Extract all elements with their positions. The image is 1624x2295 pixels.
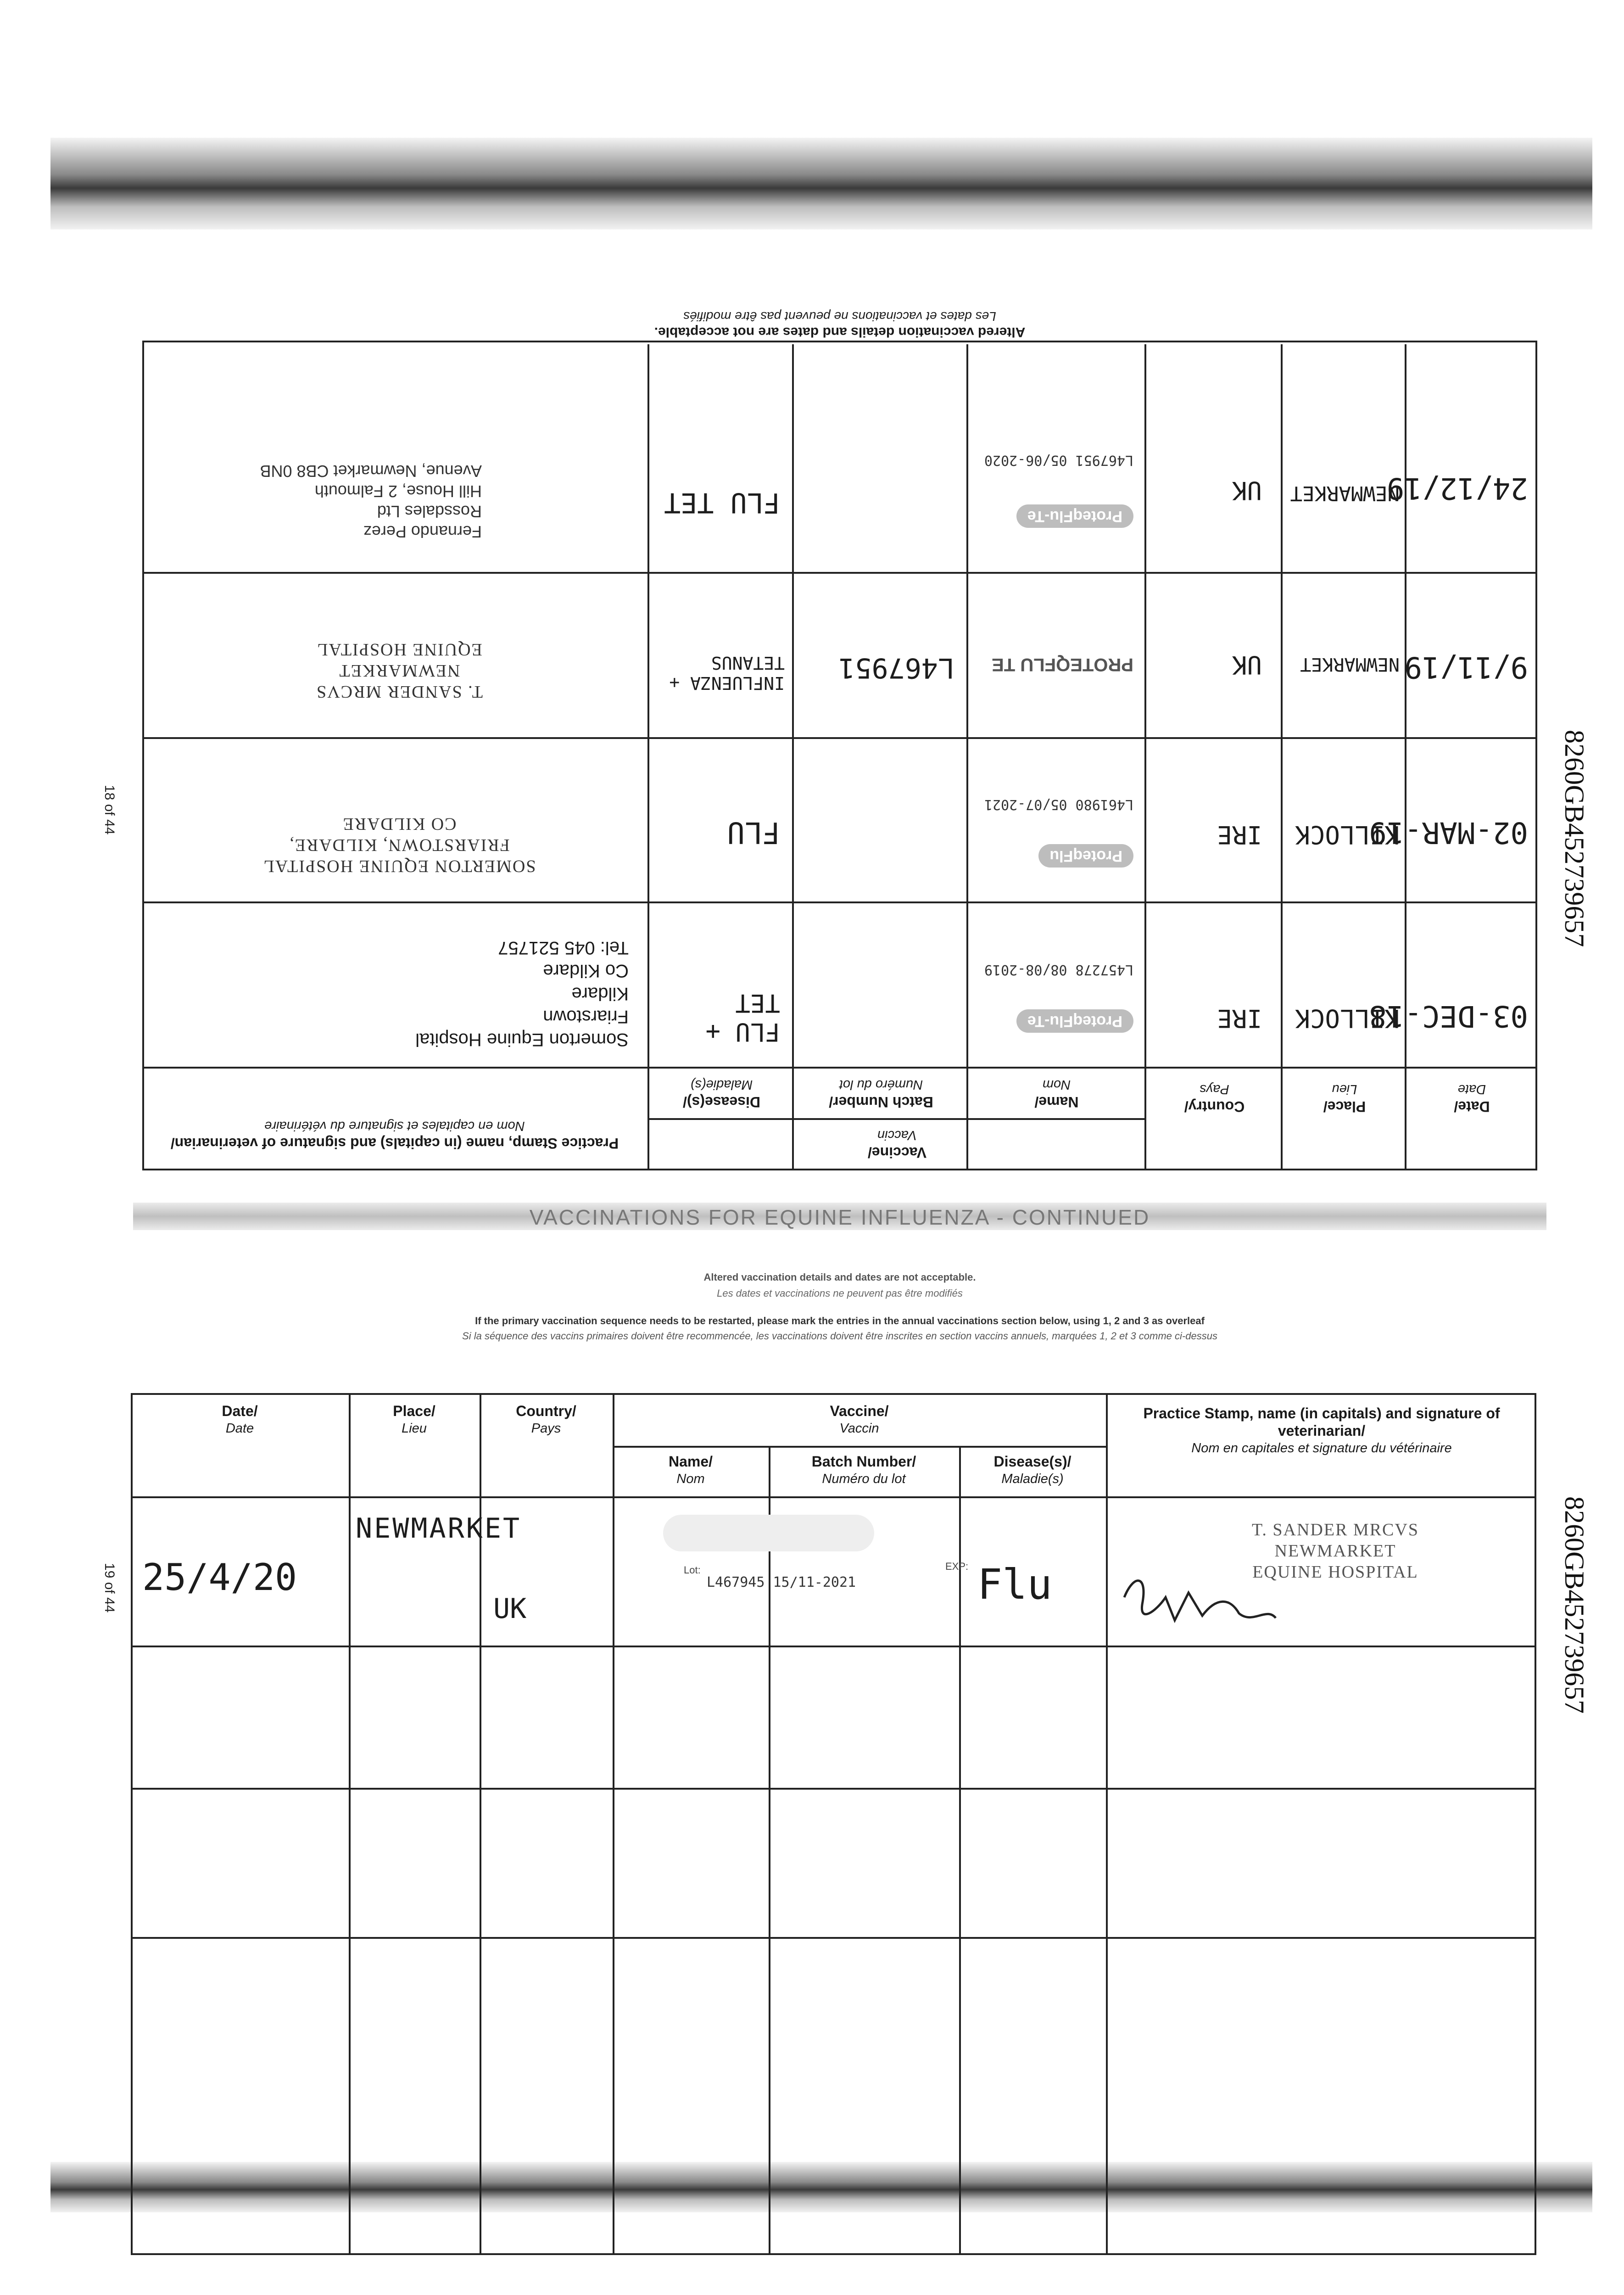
top-notice-en: Altered vaccination details and dates are not acceptable. (654, 325, 1026, 340)
header-batch: Batch Number/ Numéro du lot (829, 1077, 933, 1110)
restart-fr: Si la séquence des vaccins primaires doivent être recommencée, les vaccinations doivent être inscrites en section vaccins annuels, marquées 1, 2 et 3 comme ci-dessus (462, 1330, 1217, 1342)
page-number-19: 19 of 44 (102, 1563, 117, 1613)
b-header-batch: Batch Number/ Numéro du lot (811, 1453, 916, 1486)
country-3: UK (1232, 476, 1262, 505)
vaccine-3: ProteqFlu-Te (1016, 504, 1133, 528)
header-country: Country/ Pays (1184, 1082, 1245, 1115)
date-1: 02-MAR-19 (1369, 815, 1528, 849)
b-place-0: NEWMARKET (356, 1512, 522, 1545)
disease-1: FLU (727, 815, 780, 849)
vaccine-0: ProteqFlu-Te (1016, 1009, 1133, 1033)
disease-3: FLU TET (664, 487, 780, 519)
b-lot-label: Lot: (684, 1564, 701, 1576)
header-place: Place/ Lieu (1323, 1082, 1366, 1115)
page-number-18: 18 of 44 (102, 785, 117, 835)
header-stamp: Practice Stamp, name (in capitals) and signature of veterinarian/ Nom en capitales et signature du vétérinaire (170, 1119, 619, 1152)
side-code-top: 8260GB452739657 (1559, 730, 1590, 947)
stamp-1: SOMERTON EQUINE HOSPITAL FRIARSTOWN, KILDARE, CO KILDARE (262, 814, 536, 876)
batch-2: L467951 (838, 652, 954, 684)
date-3: 24/12/19 (1386, 471, 1528, 505)
vaccine-1: ProteqFlu (1038, 844, 1133, 868)
place-0: KILLOCK (1295, 1004, 1400, 1033)
b-exp-label: EXP: (945, 1561, 969, 1572)
b-header-vaccine: Vaccine/ Vaccin (830, 1403, 889, 1436)
b-vaccine-logo (663, 1515, 874, 1551)
header-name: Name/ Nom (1034, 1077, 1079, 1110)
b-date-0: 25/4/20 (142, 1556, 297, 1599)
country-1: IRE (1217, 820, 1262, 849)
batch-1: L461980 05/07-2021 (984, 796, 1133, 812)
bottom-section-title: VACCINATIONS FOR EQUINE INFLUENZA - CONTINUED (529, 1205, 1150, 1229)
b-header-place: Place/ Lieu (393, 1403, 435, 1436)
stamp-3: Fernando Perez Rossdales Ltd Hill House, 2 Falmouth Avenue, Newmarket CB8 0NB (260, 462, 482, 541)
place-3: NEWMARKET (1290, 481, 1400, 505)
b-header-country: Country/ Pays (516, 1403, 576, 1436)
b-stamp-0: T. SANDER MRCVS NEWMARKET EQUINE HOSPITAL (1252, 1520, 1419, 1582)
date-2: 9/11/19 (1404, 650, 1528, 684)
disease-0: FLU + TET (705, 989, 780, 1047)
stamp-0: Somerton Equine Hospital Friarstown Kildare Co Kildare Tel: 045 521757 (415, 938, 629, 1050)
b-header-date: Date/ Date (222, 1403, 258, 1436)
b-country-0: UK (493, 1593, 527, 1625)
header-vaccine: Vaccine/ Vaccin (867, 1128, 927, 1161)
batch-0: L457278 08/08-2019 (984, 962, 1133, 978)
scan-edge-top (50, 138, 1592, 230)
place-2: NEWMARKET (1300, 654, 1400, 675)
date-0: 03-DEC-18 (1369, 999, 1528, 1033)
disease-2: INFLUENZA + TETANUS (669, 653, 785, 693)
b-header-name: Name/ Nom (668, 1453, 713, 1486)
b-batch-0: L467945 15/11-2021 (707, 1574, 856, 1590)
country-2: UK (1232, 650, 1262, 679)
b-header-disease: Disease(s)/ Maladie(s) (993, 1453, 1072, 1486)
b-disease-0: Flu (977, 1561, 1052, 1609)
vaccine-2: PROTEQFLU TE (992, 655, 1133, 675)
country-0: IRE (1217, 1004, 1262, 1033)
side-code-bottom: 8260GB452739657 (1559, 1496, 1590, 1714)
top-notice-fr: Les dates et vaccinations ne peuvent pas être modifiés (683, 309, 996, 324)
top-page (142, 309, 1537, 1170)
b-header-stamp: Practice Stamp, name (in capitals) and signature of veterinarian/ Nom en capitales et signature du vétérinaire (1143, 1405, 1500, 1455)
header-date: Date/ Date (1454, 1082, 1490, 1115)
restart-en: If the primary vaccination sequence needs to be restarted, please mark the entries in the annual vaccinations section below, using 1, 2 and 3 as overleaf (475, 1315, 1205, 1327)
place-1: KILLOCK (1295, 820, 1400, 849)
header-disease: Disease(s)/ Maladie(s) (683, 1077, 760, 1110)
batch-3: L467951 05/06-2020 (984, 452, 1133, 468)
b-signature-0 (1115, 1570, 1285, 1634)
stamp-2: T. SANDER MRCVS NEWMARKET EQUINE HOSPITAL (316, 640, 483, 701)
bottom-notice-en: Altered vaccination details and dates are not acceptable. (703, 1271, 976, 1283)
bottom-notice-fr: Les dates et vaccinations ne peuvent pas être modifiés (717, 1287, 963, 1299)
